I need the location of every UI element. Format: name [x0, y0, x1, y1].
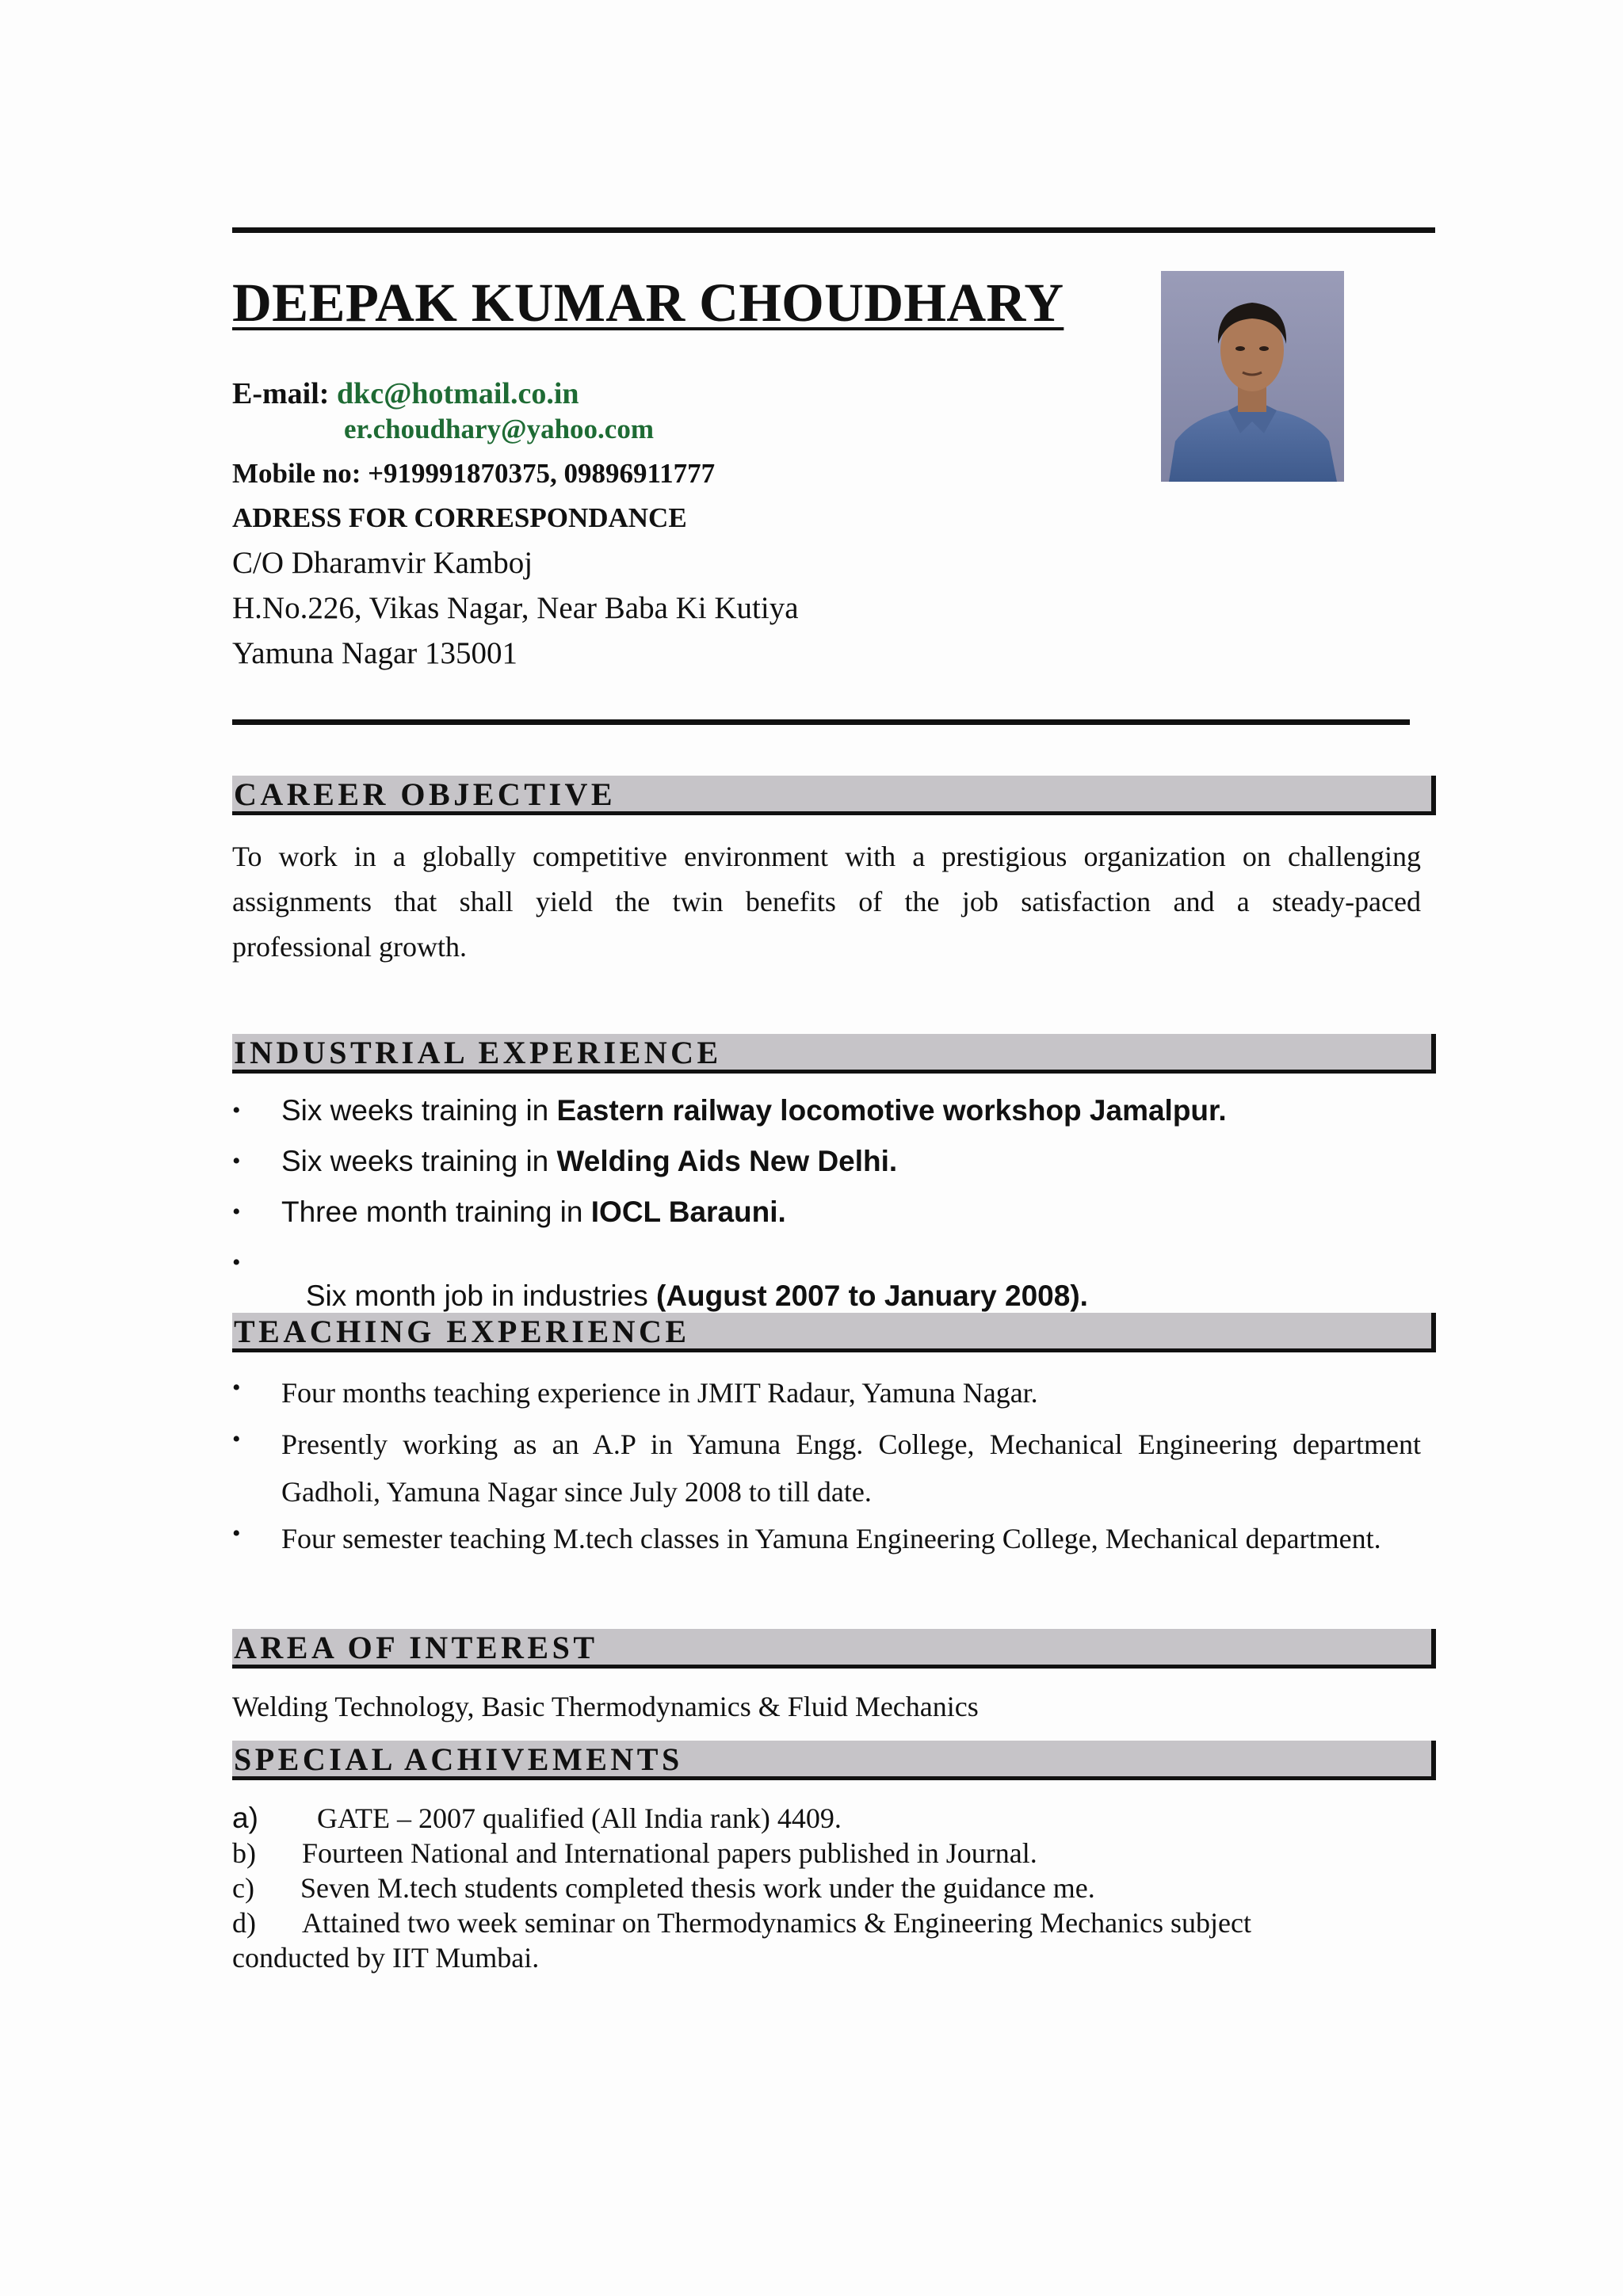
achievement-marker: d): [232, 1907, 256, 1939]
bullet-icon: •: [232, 1426, 241, 1452]
achievement-text: Attained two week seminar on Thermodynamics & Engineering Mechanics subject: [302, 1907, 1252, 1939]
section-header-industrial-experience: [232, 1034, 1436, 1074]
address-heading: ADRESS FOR CORRESPONDANCE: [232, 502, 687, 533]
bullet-icon: •: [232, 1097, 241, 1123]
section-header-special-achievements: [232, 1741, 1436, 1780]
achievement-marker: b): [232, 1837, 256, 1869]
item-bold-text: IOCL Barauni.: [590, 1196, 786, 1228]
achievement-marker: a): [232, 1802, 258, 1834]
section-title: INDUSTRIAL EXPERIENCE: [234, 1035, 722, 1070]
achievement-text: GATE – 2007 qualified (All India rank) 4409.: [317, 1802, 842, 1834]
achievement-marker: c): [232, 1872, 254, 1904]
email-secondary-link[interactable]: er.choudhary@yahoo.com: [344, 414, 654, 444]
address-line: H.No.226, Vikas Nagar, Near Baba Ki Kutiya: [232, 591, 799, 625]
industrial-item: [281, 1094, 1227, 1127]
industrial-item: [281, 1246, 1088, 1313]
career-objective-line: To work in a globally competitive environment with a prestigious organization on challenging: [232, 841, 1421, 872]
section-header-teaching-experience: [232, 1313, 1436, 1352]
teaching-item: Presently working as an A.P in Yamuna Engg. College, Mechanical Engineering department Gadholi, Yamuna Nagar since July 2008 to till date.: [281, 1428, 1421, 1508]
bullet-icon: •: [232, 1375, 241, 1401]
bullet-icon: •: [232, 1249, 241, 1276]
area-of-interest-text: Welding Technology, Basic Thermodynamics & Fluid Mechanics: [232, 1691, 979, 1722]
address-line: Yamuna Nagar 135001: [232, 636, 517, 670]
industrial-item: [281, 1196, 786, 1229]
section-title: CAREER OBJECTIVE: [234, 776, 617, 812]
achievement-text: Seven M.tech students completed thesis work under the guidance me.: [300, 1872, 1095, 1904]
bullet-icon: •: [232, 1148, 241, 1174]
profile-photo: [1161, 271, 1344, 482]
achievement-item: [232, 1906, 1252, 1939]
item-text: Three month training in: [281, 1196, 591, 1228]
item-text: Six month job in industries: [297, 1280, 656, 1312]
achievement-item: [232, 1871, 1095, 1905]
mobile-number: Mobile no: +919991870375, 09896911777: [232, 458, 716, 489]
career-objective-line: assignments that shall yield the twin benefits of the job satisfaction and a steady-paced: [232, 886, 1421, 917]
item-bold-text: Eastern railway locomotive workshop Jamalpur.: [556, 1094, 1227, 1127]
item-text: Six weeks training in: [281, 1094, 557, 1127]
address-line: C/O Dharamvir Kamboj: [232, 546, 533, 580]
bullet-icon: •: [232, 1520, 241, 1547]
email-label: E-mail:: [232, 377, 330, 410]
achievement-continuation: conducted by IIT Mumbai.: [232, 1942, 540, 1974]
teaching-item: Four months teaching experience in JMIT Radaur, Yamuna Nagar.: [281, 1377, 1038, 1409]
candidate-name: DEEPAK KUMAR CHOUDHARY: [232, 273, 1064, 333]
industrial-item: [281, 1145, 897, 1178]
teaching-item: Four semester teaching M.tech classes in Yamuna Engineering College, Mechanical department.: [281, 1523, 1381, 1554]
section-title: TEACHING EXPERIENCE: [234, 1314, 690, 1349]
section-header-career-objective: [232, 776, 1436, 815]
career-objective-line: professional growth.: [232, 931, 467, 963]
top-rule: [232, 227, 1435, 233]
section-header-area-of-interest: [232, 1629, 1436, 1669]
email-primary-line: [232, 376, 579, 411]
achievement-text: Fourteen National and International papers published in Journal.: [302, 1837, 1037, 1869]
section-title: AREA OF INTEREST: [234, 1630, 598, 1665]
achievement-item: [232, 1802, 842, 1835]
item-bold-text: (August 2007 to January 2008).: [656, 1280, 1088, 1312]
section-title: SPECIAL ACHIVEMENTS: [234, 1741, 683, 1777]
bullet-icon: •: [232, 1199, 241, 1225]
header-divider: [232, 719, 1410, 725]
item-text: Six weeks training in: [281, 1145, 557, 1177]
achievement-item: [232, 1836, 1037, 1870]
item-bold-text: Welding Aids New Delhi.: [556, 1145, 898, 1177]
email-primary-link[interactable]: dkc@hotmail.co.in: [336, 377, 579, 410]
